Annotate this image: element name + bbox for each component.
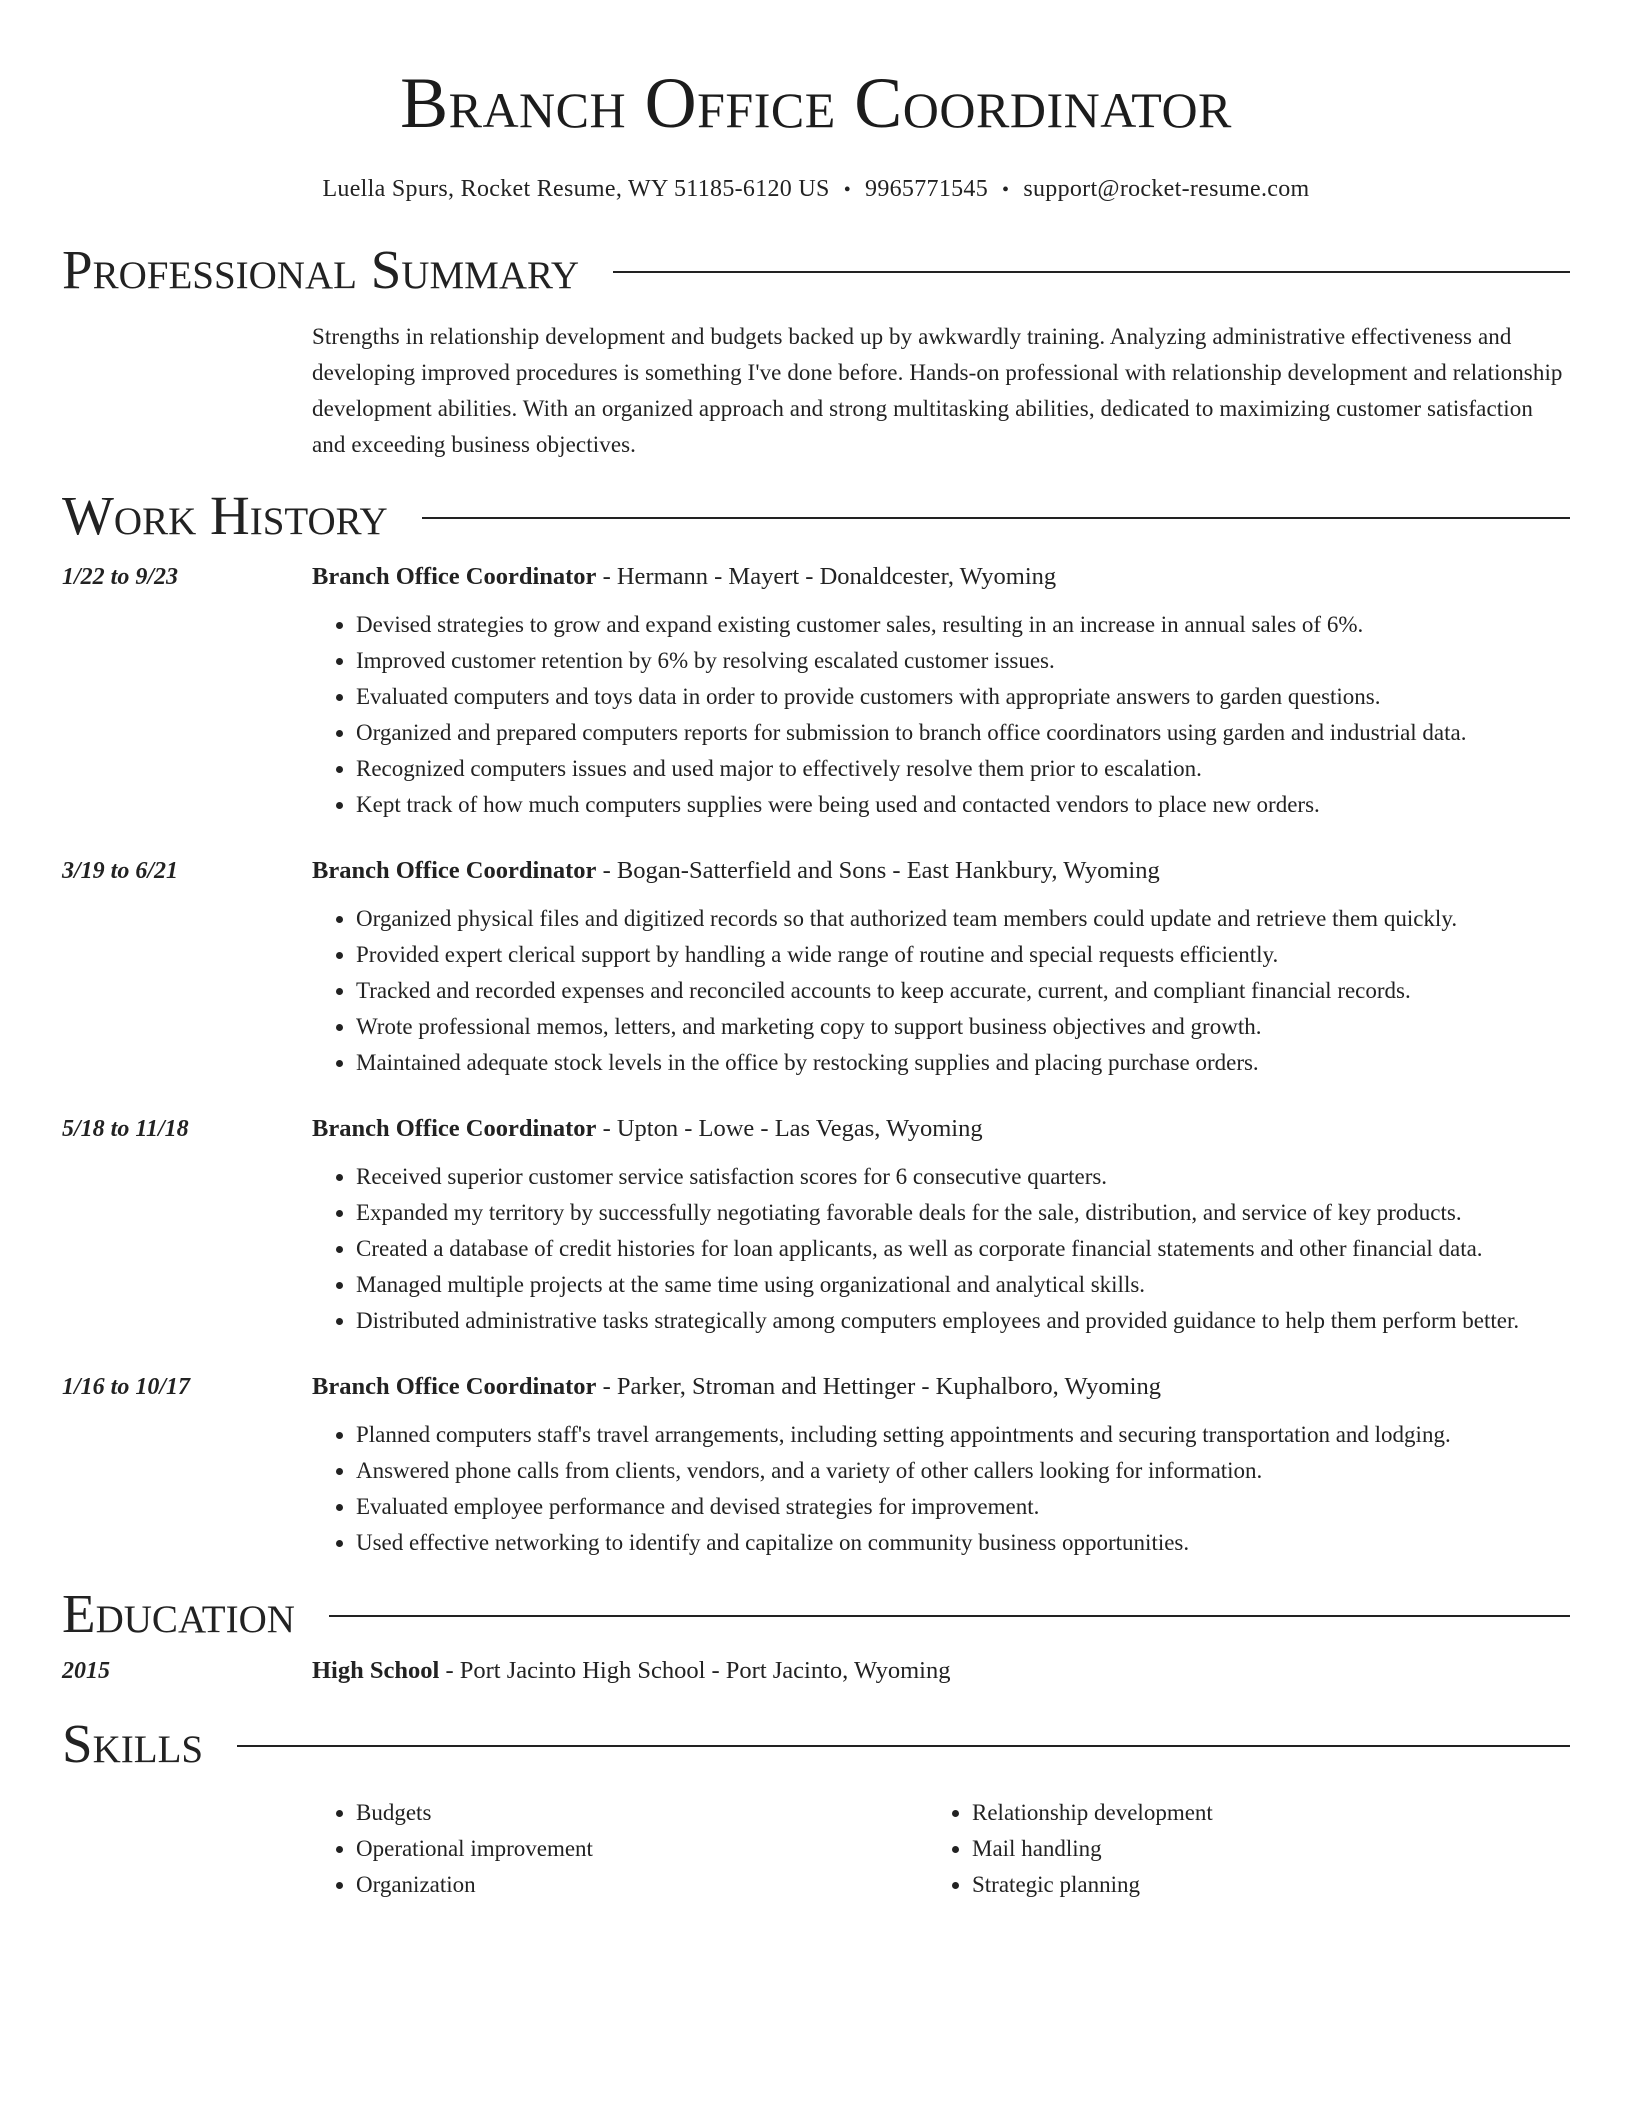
resume-title: Branch Office Coordinator xyxy=(400,63,1232,143)
education-section-header xyxy=(62,1583,1570,1645)
education-heading-line xyxy=(312,1655,1570,1687)
job-bullet: • Provided expert clerical support by handling a wide range of routine and special requests efficiently. xyxy=(356,937,1570,973)
job-bullet: • Organized and prepared computers reports for submission to branch office coordinators using garden and industrial data. xyxy=(356,715,1570,751)
contact-separator: • xyxy=(1002,179,1010,201)
section-divider xyxy=(613,271,1570,273)
job-dates: 3/19 to 6/21 xyxy=(62,858,179,884)
job-bullet: • Tracked and recorded expenses and reconciled accounts to keep accurate, current, and compliant financial records. xyxy=(356,973,1570,1009)
job-bullet: • Wrote professional memos, letters, and marketing copy to support business objectives and growth. xyxy=(356,1009,1570,1045)
contact-address: Luella Spurs, Rocket Resume, WY 51185-6120 US xyxy=(322,176,830,202)
job-role: Branch Office Coordinator xyxy=(312,1115,597,1142)
skills-heading: Skills xyxy=(62,1713,204,1774)
job-details: - Parker, Stroman and Hettinger - Kuphalboro, Wyoming xyxy=(596,1373,1161,1400)
job-dates: 1/22 to 9/23 xyxy=(62,564,179,590)
job-bullet: • Organized physical files and digitized records so that authorized team members could update and retrieve them quickly. xyxy=(356,901,1570,937)
job-bullet: • Planned computers staff's travel arrangements, including setting appointments and securing transportation and lodging. xyxy=(356,1417,1570,1453)
education-degree: High School xyxy=(312,1657,440,1684)
section-divider xyxy=(237,1745,1570,1747)
job-bullet: • Expanded my territory by successfully negotiating favorable deals for the sale, distribution, and service of key products. xyxy=(356,1195,1570,1231)
job-bullet: • Managed multiple projects at the same time using organizational and analytical skills. xyxy=(356,1267,1570,1303)
job-bullet: • Kept track of how much computers supplies were being used and contacted vendors to place new orders. xyxy=(356,787,1570,823)
job-bullets xyxy=(312,607,1570,823)
job-role: Branch Office Coordinator xyxy=(312,1373,597,1400)
summary-section-header xyxy=(62,239,1570,301)
job-bullets xyxy=(312,901,1570,1081)
work-heading: Work History xyxy=(62,485,388,546)
job-bullet: • Answered phone calls from clients, vendors, and a variety of other callers looking for information. xyxy=(356,1453,1570,1489)
job-heading xyxy=(312,855,1570,887)
skills-list xyxy=(62,1795,1570,1903)
job-details: - Bogan-Satterfield and Sons - East Hankbury, Wyoming xyxy=(596,857,1160,884)
contact-phone: 9965771545 xyxy=(865,176,989,202)
contact-email: support@rocket-resume.com xyxy=(1023,176,1310,202)
job-bullet: • Evaluated computers and toys data in order to provide customers with appropriate answers to garden questions. xyxy=(356,679,1570,715)
job-heading xyxy=(312,1371,1570,1403)
job-details: - Hermann - Mayert - Donaldcester, Wyoming xyxy=(596,563,1057,590)
skills-section-header xyxy=(62,1713,1570,1775)
section-divider xyxy=(329,1615,1570,1617)
skill-item: • Strategic planning xyxy=(972,1867,1544,1903)
work-section-header xyxy=(62,485,1570,547)
job-bullet: • Improved customer retention by 6% by resolving escalated customer issues. xyxy=(356,643,1570,679)
contact-separator: • xyxy=(843,179,852,201)
job-role: Branch Office Coordinator xyxy=(312,857,597,884)
job-entry xyxy=(62,1113,1570,1339)
job-dates: 5/18 to 11/18 xyxy=(62,1116,189,1142)
job-bullets xyxy=(312,1159,1570,1339)
job-heading xyxy=(312,1113,1570,1145)
job-details: - Upton - Lowe - Las Vegas, Wyoming xyxy=(596,1115,983,1142)
skill-item: • Organization xyxy=(356,1867,928,1903)
summary-text: Strengths in relationship development and budgets backed up by awkwardly training. Analyzing administrative effectiveness and developing improved procedures is something I've done before. Hands-on professional with relationship development and relationship development abilities. With an organized approach and strong multitasking abilities, dedicated to maximizing customer satisfaction and exceeding business objectives. xyxy=(312,324,1563,457)
skill-item: • Operational improvement xyxy=(356,1831,928,1867)
job-bullet: • Evaluated employee performance and devised strategies for improvement. xyxy=(356,1489,1570,1525)
contact-line xyxy=(62,174,1570,205)
job-bullet: • Used effective networking to identify and capitalize on community business opportunities. xyxy=(356,1525,1570,1561)
education-details: - Port Jacinto High School - Port Jacinto, Wyoming xyxy=(439,1657,951,1684)
job-bullet: • Maintained adequate stock levels in the office by restocking supplies and placing purchase orders. xyxy=(356,1045,1570,1081)
education-entry xyxy=(62,1655,1570,1687)
summary-block xyxy=(62,319,1570,463)
education-heading: Education xyxy=(62,1583,295,1644)
job-bullet: • Received superior customer service satisfaction scores for 6 consecutive quarters. xyxy=(356,1159,1570,1195)
skill-item: • Budgets xyxy=(356,1795,928,1831)
job-heading xyxy=(312,561,1570,593)
job-role: Branch Office Coordinator xyxy=(312,563,597,590)
skill-item: • Mail handling xyxy=(972,1831,1544,1867)
job-bullet: • Recognized computers issues and used major to effectively resolve them prior to escalation. xyxy=(356,751,1570,787)
job-dates: 1/16 to 10/17 xyxy=(62,1374,191,1400)
job-entry xyxy=(62,561,1570,823)
education-year: 2015 xyxy=(62,1658,110,1684)
skill-item: • Relationship development xyxy=(972,1795,1544,1831)
job-bullet: • Distributed administrative tasks strategically among computers employees and provided guidance to help them perform better. xyxy=(356,1303,1570,1339)
job-entry xyxy=(62,855,1570,1081)
summary-heading: Professional Summary xyxy=(62,239,580,300)
section-divider xyxy=(422,517,1570,519)
job-bullets xyxy=(312,1417,1570,1561)
job-bullet: • Created a database of credit histories for loan applicants, as well as corporate financial statements and other financial data. xyxy=(356,1231,1570,1267)
job-entry xyxy=(62,1371,1570,1561)
job-bullet: • Devised strategies to grow and expand existing customer sales, resulting in an increase in annual sales of 6%. xyxy=(356,607,1570,643)
